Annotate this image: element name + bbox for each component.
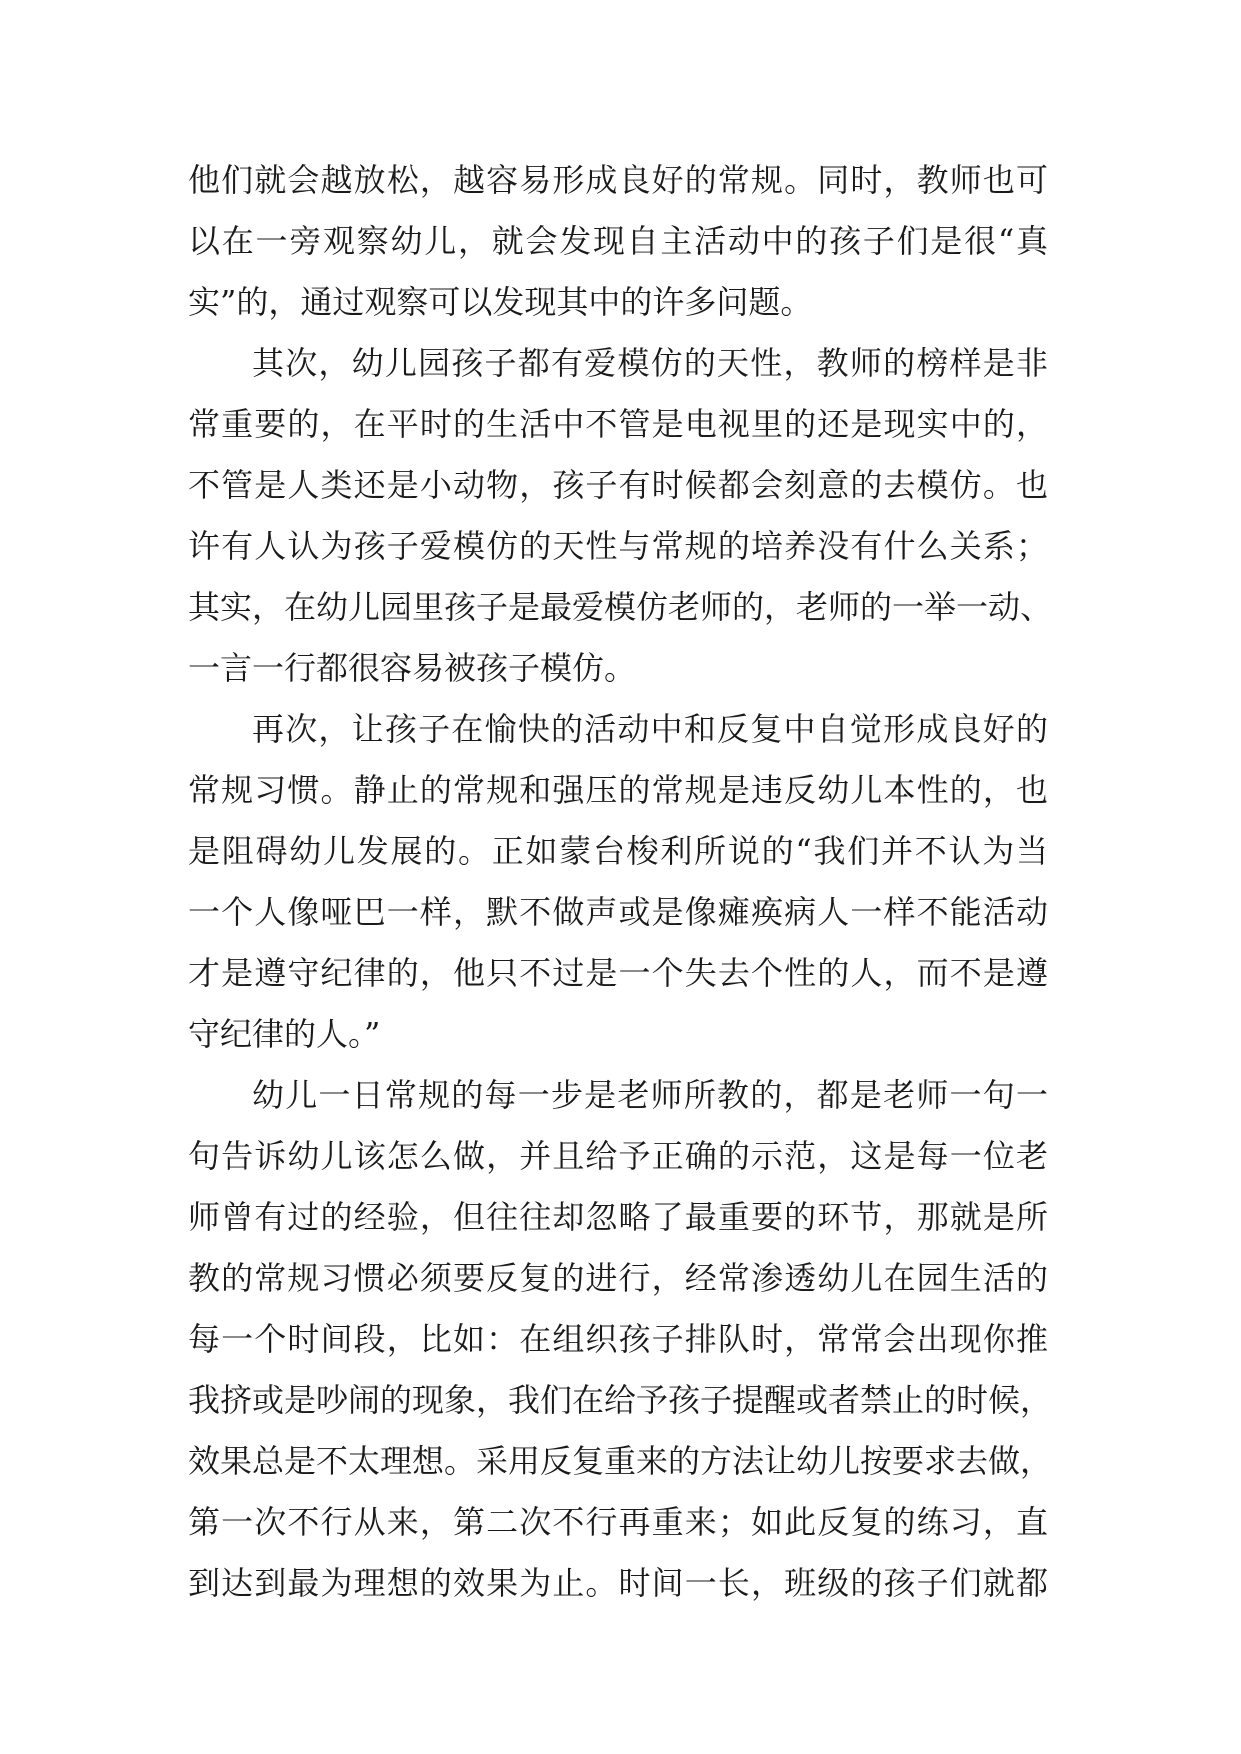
text-line: 我挤或是吵闹的现象，我们在给予孩子提醒或者禁止的时候， xyxy=(188,1381,1053,1419)
text-line: 不管是人类还是小动物，孩子有时候都会刻意的去模仿。也 xyxy=(188,466,1048,504)
text-line: 到达到最为理想的效果为止。时间一长，班级的孩子们就都 xyxy=(188,1564,1048,1602)
text-line: 他们就会越放松，越容易形成良好的常规。同时，教师也可 xyxy=(188,161,1048,199)
text-line: 守纪律的人。” xyxy=(188,1015,381,1053)
text-line: 其实，在幼儿园里孩子是最爱模仿老师的，老师的一举一动、 xyxy=(188,588,1053,626)
text-line: 每一个时间段，比如：在组织孩子排队时，常常会出现你推 xyxy=(188,1320,1048,1358)
paragraph-first-line: 再次，让孩子在愉快的活动中和反复中自觉形成良好的 xyxy=(252,710,1048,748)
text-line: 常规习惯。静止的常规和强压的常规是违反幼儿本性的，也 xyxy=(188,771,1048,809)
text-line: 才是遵守纪律的，他只不过是一个失去个性的人，而不是遵 xyxy=(188,954,1048,992)
paragraph-first-line: 其次，幼儿园孩子都有爱模仿的天性，教师的榜样是非 xyxy=(252,344,1048,382)
text-line: 以在一旁观察幼儿，就会发现自主活动中的孩子们是很“真 xyxy=(188,222,1048,260)
text-line: 效果总是不太理想。采用反复重来的方法让幼儿按要求去做， xyxy=(188,1442,1053,1480)
text-line: 常重要的，在平时的生活中不管是电视里的还是现实中的， xyxy=(188,405,1048,443)
body-text xyxy=(188,150,1053,1614)
paragraph-first-line: 幼儿一日常规的每一步是老师所教的，都是老师一句一 xyxy=(252,1076,1048,1114)
text-line: 许有人认为孩子爱模仿的天性与常规的培养没有什么关系； xyxy=(188,527,1048,565)
text-line: 教的常规习惯必须要反复的进行，经常渗透幼儿在园生活的 xyxy=(188,1259,1048,1297)
text-line: 一个人像哑巴一样，默不做声或是像瘫痪病人一样不能活动 xyxy=(188,893,1048,931)
text-line: 句告诉幼儿该怎么做，并且给予正确的示范，这是每一位老 xyxy=(188,1137,1048,1175)
text-line: 是阻碍幼儿发展的。正如蒙台梭利所说的“我们并不认为当 xyxy=(188,832,1048,870)
text-line: 一言一行都很容易被孩子模仿。 xyxy=(188,649,637,687)
text-line: 师曾有过的经验，但往往却忽略了最重要的环节，那就是所 xyxy=(188,1198,1048,1236)
text-line: 实”的，通过观察可以发现其中的许多问题。 xyxy=(188,283,813,321)
text-line: 第一次不行从来，第二次不行再重来；如此反复的练习，直 xyxy=(188,1503,1048,1541)
